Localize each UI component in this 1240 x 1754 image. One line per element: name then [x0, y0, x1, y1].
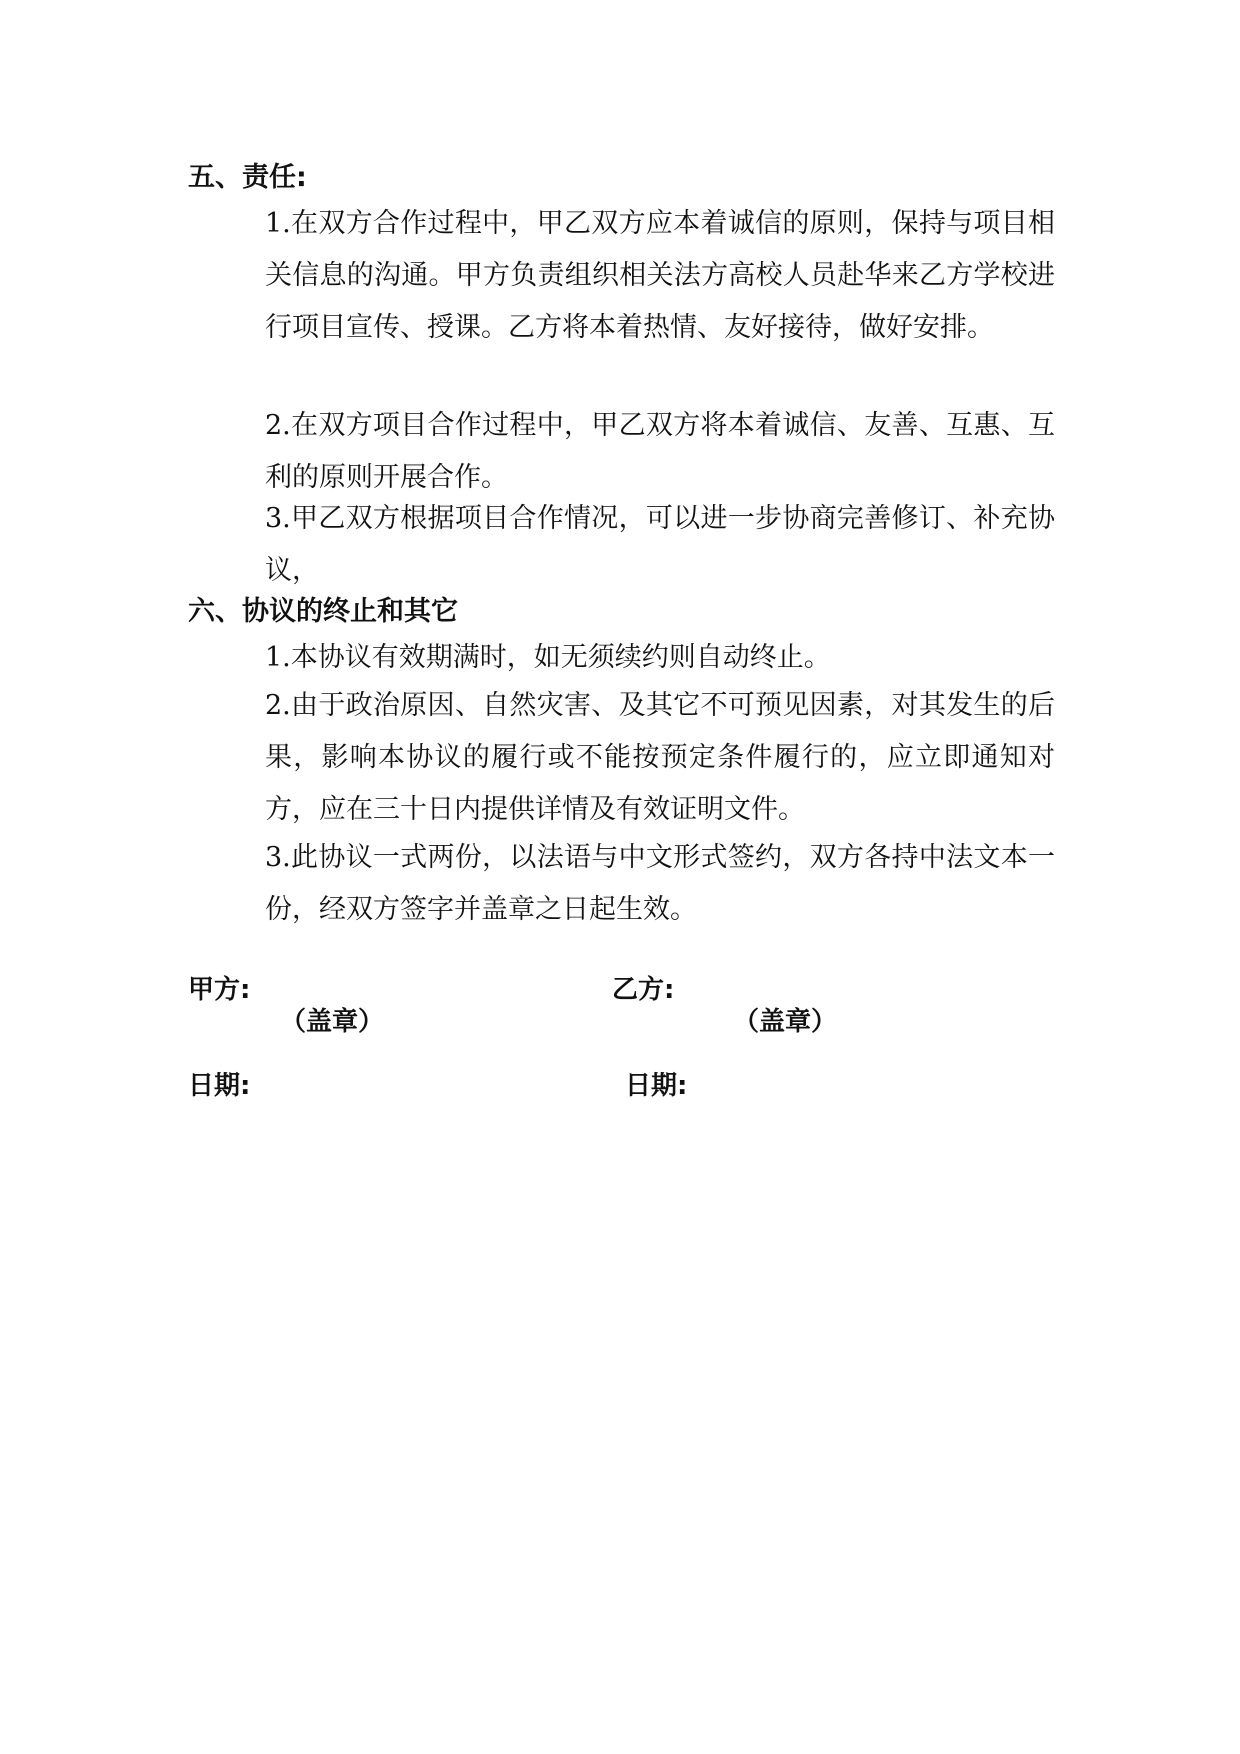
clause-6-3: 3.此协议一式两份，以法语与中文形式签约，双方各持中法文本一份，经双方签字并盖章之日起生效。: [265, 842, 1055, 925]
party-a-seal: （盖章）: [280, 1007, 385, 1037]
clause-6-1: 1.本协议有效期满时，如无须续约则自动终止。: [265, 642, 831, 673]
party-b-label: 乙方:: [612, 975, 675, 1005]
section-heading-termination: 六、协议的终止和其它: [188, 596, 458, 627]
clause-5-3: 3.甲乙双方根据项目合作情况，可以进一步协商完善修订、补充协议，: [265, 503, 1055, 586]
clause-5-1: 1.在双方合作过程中，甲乙双方应本着诚信的原则，保持与项目相关信息的沟通。甲方负责组织相关法方高校人员赴华来乙方学校进行项目宣传、授课。乙方将本着热情、友好接待，做好安排。: [265, 208, 1055, 343]
party-a-label: 甲方:: [188, 975, 251, 1005]
section-heading-responsibility: 五、责任:: [188, 162, 307, 193]
clause-5-2: 2.在双方项目合作过程中，甲乙双方将本着诚信、友善、互惠、互利的原则开展合作。: [265, 410, 1055, 493]
clause-6-2: 2.由于政治原因、自然灾害、及其它不可预见因素，对其发生的后果，影响本协议的履行或不能按预定条件履行的，应立即通知对方，应在三十日内提供详情及有效证明文件。: [265, 690, 1055, 825]
party-a-date-label: 日期:: [188, 1071, 251, 1101]
party-b-seal: （盖章）: [733, 1007, 838, 1037]
party-b-date-label: 日期:: [625, 1071, 688, 1101]
